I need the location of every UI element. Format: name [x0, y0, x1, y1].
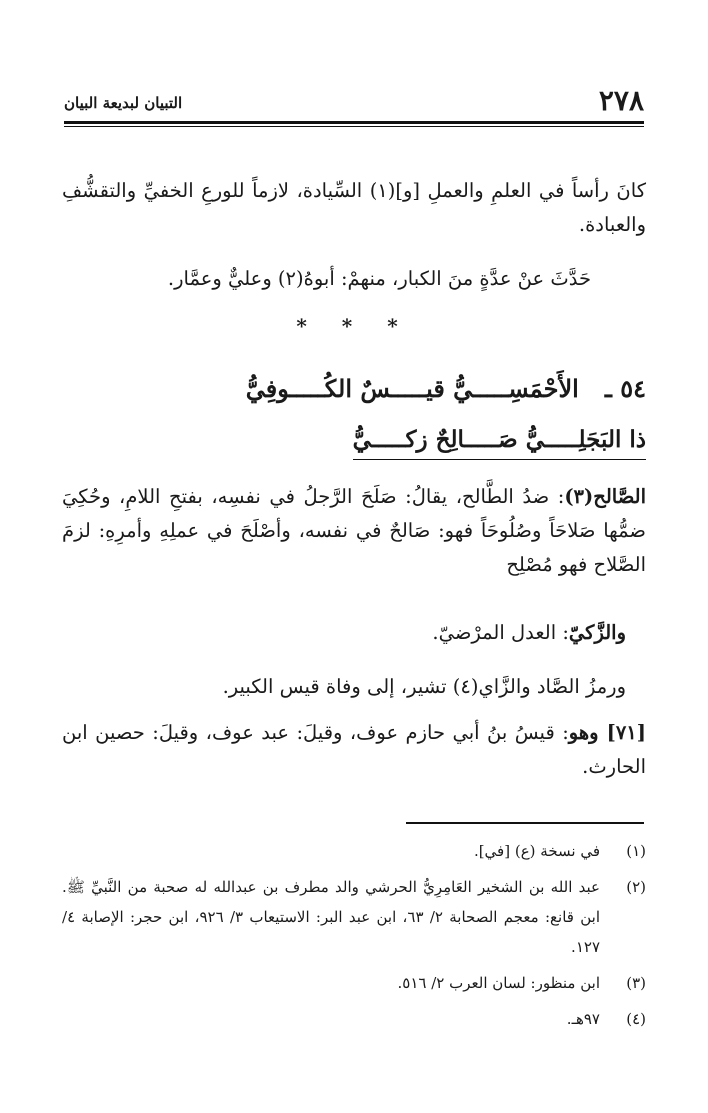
- footnote-3: [62, 968, 646, 998]
- footnote-text: في نسخة (ع) [في].: [473, 842, 600, 860]
- footnote-number: (١): [626, 842, 646, 860]
- zaki-definition: : العدل المرْضيّ.: [432, 621, 569, 644]
- entry-heading: [62, 374, 646, 414]
- paragraph-salih: [62, 480, 646, 582]
- running-title: التبيان لبديعة البيان: [64, 94, 183, 112]
- footnote-number: (٤): [626, 1010, 646, 1028]
- header-rule-thick: [64, 121, 644, 124]
- page-number: ٢٧٨: [598, 84, 644, 117]
- paragraph-symbol: ورمزُ الصَّاد والزَّاي(٤) تشير، إلى وفاة قيس الكبير.: [222, 675, 626, 698]
- footnote-text: عبد الله بن الشخير العَامِرِيُّ الحرشي والد مطرف بن عبدالله له صحبة من النَّبيِّ ﷺ. ابن قانع: معجم الصحابة ٢/ ٦٣، ابن عبد البر: الاستيعاب ٣/ ٩٢٦، ابن حجر: الإصابة ٤/ ١٢٧.: [62, 878, 600, 956]
- salih-definition: : ضدُ الطَّالح، يقالُ: صَلَحَ الرَّجلُ في نفسِه، بفتحِ اللامِ، وحُكِيَ ضمُّها صَلاحَاً وصُلُوحَاً فهو: صَالحٌ في نفسه، وأصْلَحَ في عملِهِ وأمرِهِ: لزمَ الصَّلاح فهو مُصْلِح: [62, 485, 646, 576]
- term-salih: الصَّالح(٣): [564, 485, 646, 508]
- identity-text: : قيسُ بنُ أبي حازم عوف، وقيلَ: عبد عوف، وقيلَ: حصين ابن الحارث.: [62, 721, 646, 778]
- paragraph-identity: [62, 716, 646, 784]
- footnote-rule: [406, 822, 644, 824]
- entry-subtitle: ذا البَجَلِـــــيُّ صَـــــالِحٌ زكـــــيُّ: [353, 426, 646, 460]
- term-zaki: والزَّكيّ: [568, 621, 626, 644]
- section-separator: * * *: [296, 314, 412, 338]
- entry-ref: [٧١] وهو: [568, 721, 646, 744]
- paragraph-zaki: [62, 616, 626, 650]
- header-rule-thin: [64, 126, 644, 127]
- running-header: [64, 78, 644, 118]
- footnote-text: ابن منظور: لسان العرب ٢/ ٥١٦.: [397, 974, 600, 992]
- entry-name: الأَحْمَسِـــــيُّ قيـــــسٌ الكُـــــوفِيُّ: [245, 374, 579, 403]
- footnote-2: [62, 872, 646, 962]
- paragraph-2: حَدَّثَ عنْ عدَّةٍ منَ الكبار، منهمْ: أبوهُ(٢) وعليٌّ وعمَّار.: [167, 267, 591, 290]
- footnote-number: (٣): [626, 974, 646, 992]
- paragraph-1: كانَ رأساً في العلمِ والعملِ [و](١) السِّيادة، لازماً للورعِ الخفيِّ والتقشُّفِ والعبادة.: [62, 179, 646, 236]
- footnote-1: [62, 836, 646, 866]
- entry-number: ٥٤ ـ: [604, 374, 646, 403]
- footnote-4: [62, 1004, 646, 1034]
- footnote-number: (٢): [626, 878, 646, 896]
- footnotes: [62, 836, 646, 1034]
- footnote-text: ٩٧هـ.: [566, 1010, 600, 1028]
